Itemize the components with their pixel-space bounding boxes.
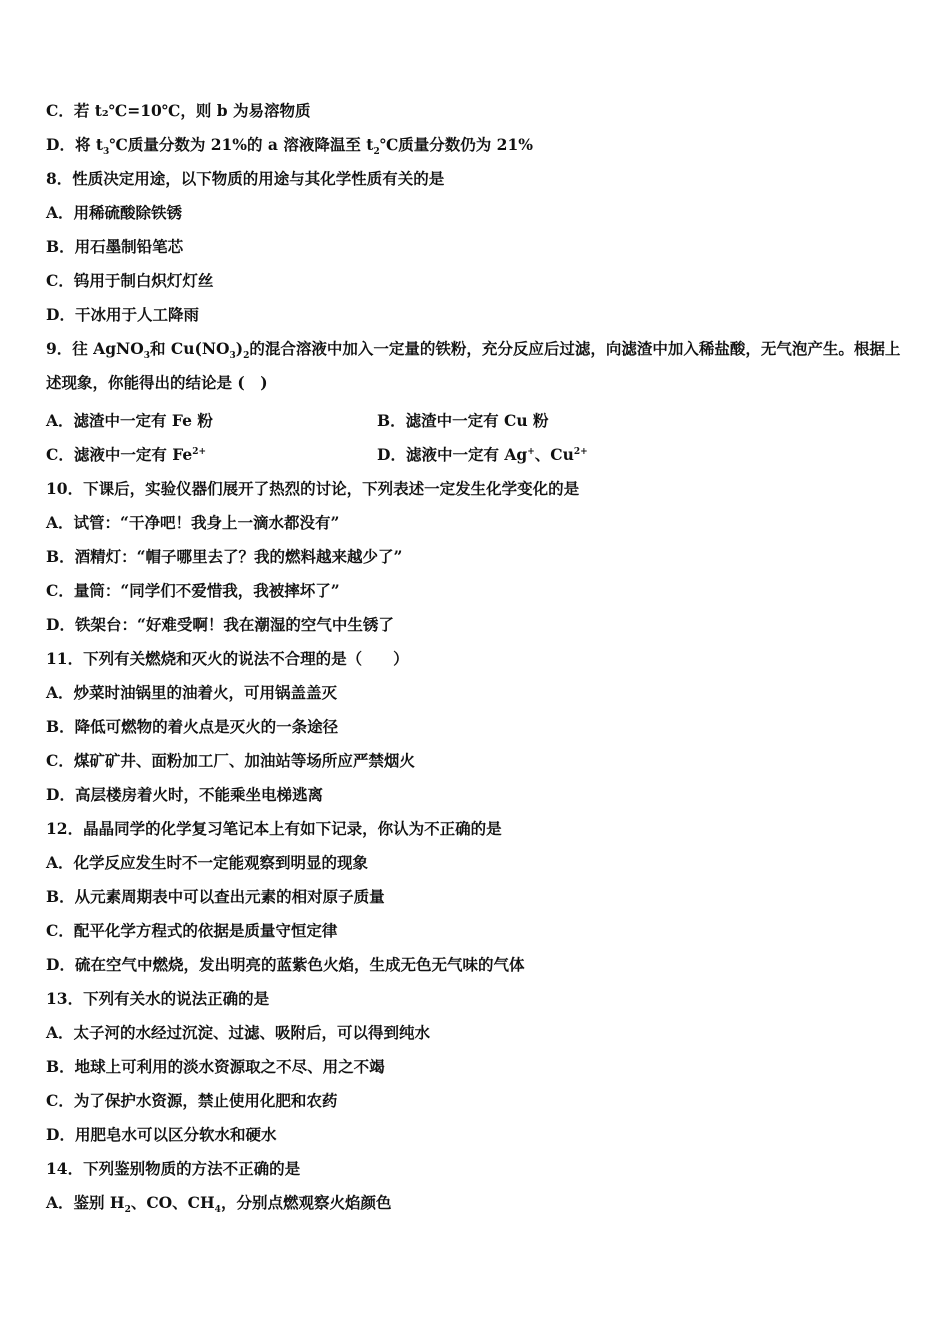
q9-option-c: C．滤液中一定有 $Fe^{2+}$ — [46, 445, 207, 464]
q9-option-b: B．滤渣中一定有 Cu 粉 — [377, 411, 549, 430]
q11-option-d: D．高层楼房着火时，不能乘坐电梯逃离 — [46, 785, 323, 804]
q14-stem: 14．下列鉴别物质的方法不正确的是 — [46, 1159, 301, 1178]
q12-option-c: C．配平化学方程式的依据是质量守恒定律 — [46, 921, 338, 940]
q8-option-d: D．干冰用于人工降雨 — [46, 305, 199, 324]
q8-stem: 8．性质决定用途，以下物质的用途与其化学性质有关的是 — [46, 169, 445, 188]
q11-option-c: C．煤矿矿井、面粉加工厂、加油站等场所应严禁烟火 — [46, 751, 415, 770]
q9-option-d: D．滤液中一定有 Ag+、$Cu^{2+}$ — [377, 445, 588, 464]
q10-option-c: C．量筒：“同学们不爱惜我，我被摔坏了” — [46, 581, 340, 600]
q12-option-a: A．化学反应发生时不一定能观察到明显的现象 — [46, 853, 369, 872]
q13-option-b: B．地球上可利用的淡水资源取之不尽、用之不竭 — [46, 1057, 385, 1076]
q10-option-a: A．试管：“干净吧！我身上一滴水都没有” — [46, 513, 340, 532]
q13-option-a: A．太子河的水经过沉淀、过滤、吸附后，可以得到纯水 — [46, 1023, 431, 1042]
q8-option-c: C．钨用于制白炽灯灯丝 — [46, 271, 214, 290]
q9-stem: 9．往 AgNO$_3$和 $Cu(NO_3)_2$的混合溶液中加入一定量的铁粉，充分反应后过滤，向滤渣中加入稀盐酸，无气泡产生。根据上述现象，你能得出的结论是 ( ) — [46, 339, 901, 392]
q7-option-d: D．将 $t_3℃$质量分数为 21%的 a 溶液降温至 $t_2℃$质量分数仍为 21% — [46, 135, 533, 158]
q11-option-b: B．降低可燃物的着火点是灭火的一条途径 — [46, 717, 339, 736]
q9-option-a: A．滤渣中一定有 Fe 粉 — [46, 411, 213, 430]
q13-option-c: C．为了保护水资源，禁止使用化肥和农药 — [46, 1091, 338, 1110]
q11-stem: 11．下列有关燃烧和灭火的说法不合理的是（ ） — [46, 649, 409, 668]
q13-option-d: D．用肥皂水可以区分软水和硬水 — [46, 1125, 277, 1144]
q7-option-c: C．若 t₂℃=10℃，则 b 为易溶物质 — [46, 101, 311, 120]
q10-option-b: B．酒精灯：“帽子哪里去了？我的燃料越来越少了” — [46, 547, 403, 566]
q12-option-d: D．硫在空气中燃烧，发出明亮的蓝紫色火焰，生成无色无气味的气体 — [46, 955, 525, 974]
q12-option-b: B．从元素周期表中可以查出元素的相对原子质量 — [46, 887, 385, 906]
q14-option-a: A．鉴别 $H_2$、CO、$CH_4$，分别点燃观察火焰颜色 — [46, 1193, 392, 1216]
q10-stem: 10．下课后，实验仪器们展开了热烈的讨论，下列表述一定发生化学变化的是 — [46, 479, 580, 498]
q10-option-d: D．铁架台：“好难受啊！我在潮湿的空气中生锈了 — [46, 615, 394, 634]
q8-option-b: B．用石墨制铅笔芯 — [46, 237, 184, 256]
q11-option-a: A．炒菜时油锅里的油着火，可用锅盖盖灭 — [46, 683, 338, 702]
q12-stem: 12．晶晶同学的化学复习笔记本上有如下记录，你认为不正确的是 — [46, 819, 502, 838]
q13-stem: 13．下列有关水的说法正确的是 — [46, 989, 270, 1008]
q8-option-a: A．用稀硫酸除铁锈 — [46, 203, 183, 222]
